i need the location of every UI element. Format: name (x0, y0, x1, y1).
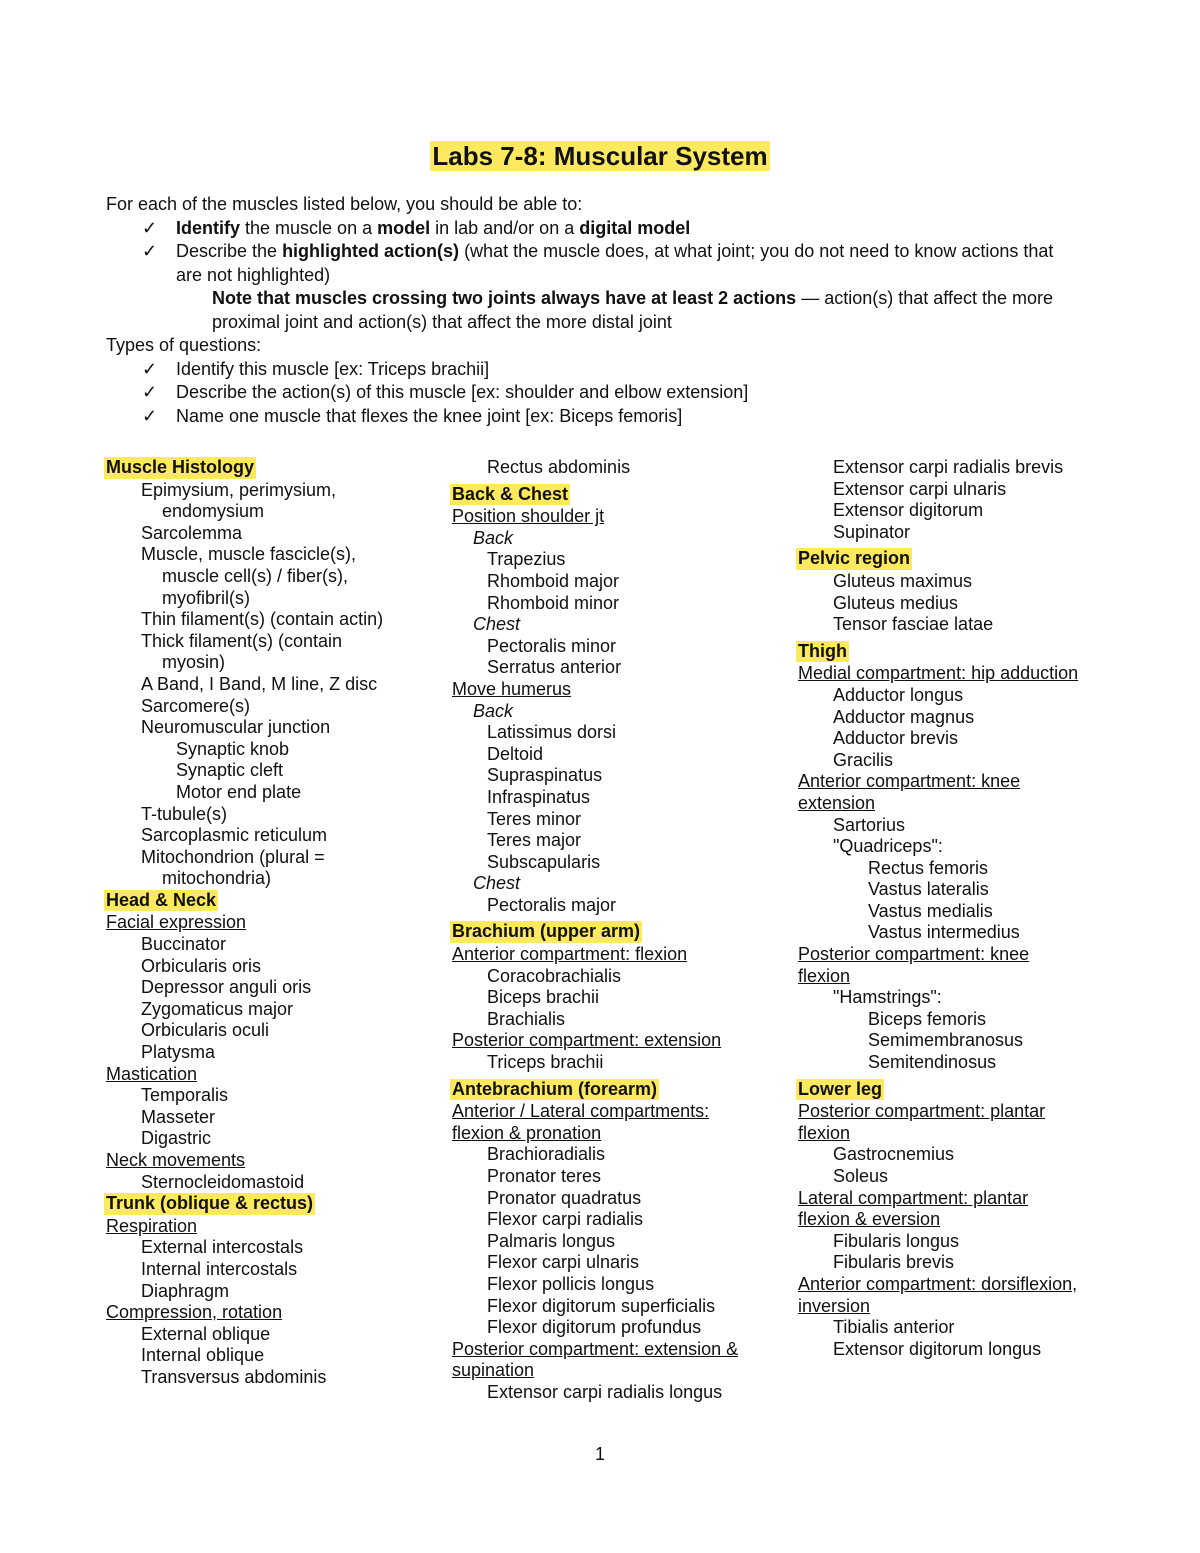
section-heading-row (798, 543, 1078, 571)
subsection-label: Facial expression (106, 912, 247, 933)
list-item: Gastrocnemius (833, 1144, 955, 1165)
list-item-continued: myosin) (162, 652, 226, 673)
list-item: Pectoralis major (487, 894, 617, 915)
subsection-label: Medial compartment: hip adduction (798, 663, 1079, 684)
list-item: Gracilis (833, 749, 894, 770)
list-item-nested: Motor end plate (176, 781, 302, 802)
list-item: Rhomboid major (487, 570, 620, 591)
subsection-label: Position shoulder jt (452, 506, 605, 527)
list-item: Extensor digitorum longus (833, 1338, 1042, 1359)
subsection-label: Anterior compartment: flexion (452, 944, 688, 965)
subsection-label: Mastication (106, 1063, 198, 1084)
list-item: Gluteus medius (833, 592, 959, 613)
list-item-continued: myofibril(s) (162, 587, 250, 608)
section-heading-row (452, 916, 738, 944)
list-item: Extensor carpi ulnaris (833, 478, 1007, 499)
list-item: Epimysium, perimysium, (141, 479, 337, 500)
list-item-continued: mitochondria) (162, 868, 272, 889)
note: Note that muscles crossing two joints always have at least 2 actions — action(s) that affect the more (212, 288, 1053, 308)
column-3 (798, 457, 1078, 1360)
list-item: Extensor carpi radialis longus (487, 1381, 723, 1402)
list-item: Flexor digitorum profundus (487, 1317, 702, 1338)
list-item: Sternocleidomastoid (141, 1171, 305, 1192)
question-example: ✓ Describe the action(s) of this muscle [ex: shoulder and elbow extension] (106, 381, 1096, 405)
list-item-nested: Biceps femoris (868, 1008, 987, 1029)
column-1 (106, 457, 383, 1389)
check-icon: ✓ (142, 241, 158, 261)
subsection-label: Anterior compartment: dorsiflexion, (798, 1273, 1078, 1294)
list-item: External intercostals (141, 1237, 304, 1258)
list-item: Pectoralis minor (487, 635, 617, 656)
section-heading: Thigh (798, 640, 847, 661)
list-item: Rectus abdominis (487, 457, 631, 477)
types-label: Types of questions: (106, 335, 262, 355)
list-item: Infraspinatus (487, 786, 591, 807)
list-item: Platysma (141, 1042, 216, 1063)
list-item: Muscle, muscle fascicle(s), (141, 544, 357, 565)
list-item: Tensor fasciae latae (833, 614, 994, 635)
list-item: Deltoid (487, 743, 544, 764)
list-item: Flexor carpi radialis (487, 1209, 644, 1230)
list-item: Pronator quadratus (487, 1187, 642, 1208)
subsection-label: flexion & eversion (798, 1209, 941, 1230)
list-item: Buccinator (141, 934, 227, 955)
list-item: Fibularis longus (833, 1230, 960, 1251)
subsection-label: Posterior compartment: plantar (798, 1101, 1046, 1122)
list-item: Sarcolemma (141, 522, 243, 543)
list-item: Brachialis (487, 1008, 566, 1029)
section-heading: Back & Chest (452, 483, 569, 504)
group-label: Chest (473, 873, 521, 894)
list-item: Teres minor (487, 808, 582, 829)
list-item-nested: Synaptic cleft (176, 760, 284, 781)
section-heading: Pelvic region (798, 548, 911, 569)
list-item: Supinator (833, 521, 911, 542)
subsection-label: Posterior compartment: extension & (452, 1338, 739, 1359)
section-heading: Brachium (upper arm) (452, 921, 641, 942)
list-item: Soleus (833, 1166, 889, 1186)
list-item: Flexor pollicis longus (487, 1273, 655, 1294)
page-title: Labs 7-8: Muscular System (432, 141, 768, 171)
group-label: Chest (473, 614, 521, 635)
list-item: Palmaris longus (487, 1230, 616, 1251)
check-icon: ✓ (142, 405, 158, 426)
list-item: Subscapularis (487, 851, 601, 872)
list-item-continued: endomysium (162, 501, 265, 522)
section-heading-row (106, 1193, 383, 1216)
list-item: Teres major (487, 830, 582, 851)
list-item: Orbicularis oris (141, 955, 262, 976)
list-item: Adductor magnus (833, 706, 975, 727)
section-heading-row (106, 457, 383, 480)
list-item: Neuromuscular junction (141, 717, 331, 738)
subsection-label: inversion (798, 1295, 871, 1316)
list-item-nested: Vastus lateralis (868, 879, 989, 900)
subsection-label: Anterior / Lateral compartments: (452, 1101, 710, 1122)
list-item: Serratus anterior (487, 657, 622, 678)
subsection-label: flexion (798, 965, 851, 986)
list-item: Brachioradialis (487, 1144, 606, 1165)
subsection-label: Neck movements (106, 1150, 246, 1170)
list-item: Adductor brevis (833, 728, 959, 749)
list-item-nested: Semimembranosus (868, 1030, 1024, 1051)
group-label: Back (473, 527, 514, 548)
list-item: Sartorius (833, 814, 906, 835)
list-item: Masseter (141, 1106, 216, 1127)
section-heading-row (106, 890, 383, 913)
checklist-item: ✓ Describe the highlighted action(s) (what the muscle does, at what joint; you do not need to know actions that (106, 240, 1096, 264)
column-2 (452, 457, 738, 1404)
list-item: Adductor longus (833, 684, 964, 705)
subsection-label: flexion & pronation (452, 1122, 602, 1143)
subsection-label: Posterior compartment: knee (798, 944, 1030, 965)
section-heading: Muscle Histology (106, 457, 255, 477)
group-label: Back (473, 700, 514, 721)
section-heading-row (452, 1074, 738, 1102)
list-item: Transversus abdominis (141, 1366, 327, 1387)
list-item: Biceps brachii (487, 987, 600, 1008)
list-item: Thick filament(s) (contain (141, 630, 343, 651)
subsection-label: flexion (798, 1122, 851, 1143)
section-heading-row (452, 479, 738, 507)
question-example: ✓ Identify this muscle [ex: Triceps brachii] (106, 358, 1096, 382)
list-item: Latissimus dorsi (487, 722, 617, 743)
section-heading: Antebrachium (forearm) (452, 1078, 658, 1099)
list-item: Digastric (141, 1128, 212, 1149)
question-example: ✓ Name one muscle that flexes the knee joint [ex: Biceps femoris] (106, 405, 1096, 429)
list-item: Sarcomere(s) (141, 695, 251, 716)
section-heading-row (798, 636, 1078, 664)
list-item: Extensor carpi radialis brevis (833, 457, 1064, 477)
list-item: Orbicularis oculi (141, 1020, 270, 1041)
checklist-item: ✓ Identify the muscle on a model in lab and/or on a digital model (106, 217, 1096, 241)
instructions (106, 193, 1096, 428)
list-item: Diaphragm (141, 1280, 230, 1301)
list-item: Flexor digitorum superficialis (487, 1295, 716, 1316)
list-item: Mitochondrion (plural = (141, 846, 325, 867)
subsection-label: supination (452, 1360, 535, 1381)
subsection-label: Compression, rotation (106, 1302, 283, 1323)
list-item-nested: Vastus intermedius (868, 922, 1020, 943)
list-item: Depressor anguli oris (141, 977, 312, 998)
list-item: Trapezius (487, 549, 566, 570)
section-heading: Trunk (oblique & rectus) (106, 1193, 314, 1214)
list-item-nested: Vastus medialis (868, 900, 993, 921)
list-item: Internal intercostals (141, 1258, 298, 1279)
list-item: Sarcoplasmic reticulum (141, 825, 328, 846)
list-item: External oblique (141, 1323, 271, 1344)
list-item: Rhomboid minor (487, 592, 620, 613)
list-item: Extensor digitorum (833, 500, 984, 521)
list-item: Pronator teres (487, 1166, 602, 1186)
subsection-label: Lateral compartment: plantar (798, 1187, 1029, 1208)
list-item: Flexor carpi ulnaris (487, 1252, 640, 1273)
check-icon: ✓ (142, 217, 158, 238)
list-item: Thin filament(s) (contain actin) (141, 609, 384, 630)
subsection-label: Anterior compartment: knee (798, 771, 1021, 792)
list-item: Gluteus maximus (833, 570, 973, 591)
page-number: 1 (594, 1444, 605, 1464)
list-item: Tibialis anterior (833, 1317, 955, 1338)
list-item: A Band, I Band, M line, Z disc (141, 673, 378, 694)
list-item-continued: muscle cell(s) / fiber(s), (162, 565, 349, 586)
list-item: Triceps brachii (487, 1052, 604, 1073)
list-item-nested: Synaptic knob (176, 738, 290, 759)
list-item: "Hamstrings": (833, 987, 942, 1008)
subsection-label: Move humerus (452, 678, 572, 699)
subsection-label: Posterior compartment: extension (452, 1030, 722, 1051)
list-item: Fibularis brevis (833, 1252, 955, 1273)
list-item: Internal oblique (141, 1345, 265, 1366)
list-item: T-tubule(s) (141, 803, 228, 824)
list-item: Temporalis (141, 1085, 229, 1106)
subsection-label: extension (798, 792, 876, 813)
list-item: Supraspinatus (487, 765, 603, 786)
list-item: "Quadriceps": (833, 836, 943, 857)
section-heading: Lower leg (798, 1078, 883, 1099)
section-heading-row (798, 1074, 1078, 1102)
subsection-label: Respiration (106, 1215, 198, 1236)
checklist-item-continued: are not highlighted) (176, 264, 331, 285)
section-heading: Head & Neck (106, 889, 217, 910)
intro-lead: For each of the muscles listed below, you should be able to: (106, 194, 583, 214)
check-icon: ✓ (142, 358, 158, 379)
check-icon: ✓ (142, 382, 158, 402)
list-item: Zygomaticus major (141, 998, 294, 1019)
list-item-nested: Rectus femoris (868, 857, 989, 878)
list-item: Coracobrachialis (487, 965, 622, 986)
note-continued: proximal joint and action(s) that affect the more distal joint (212, 311, 672, 332)
list-item-nested: Semitendinosus (868, 1052, 997, 1073)
